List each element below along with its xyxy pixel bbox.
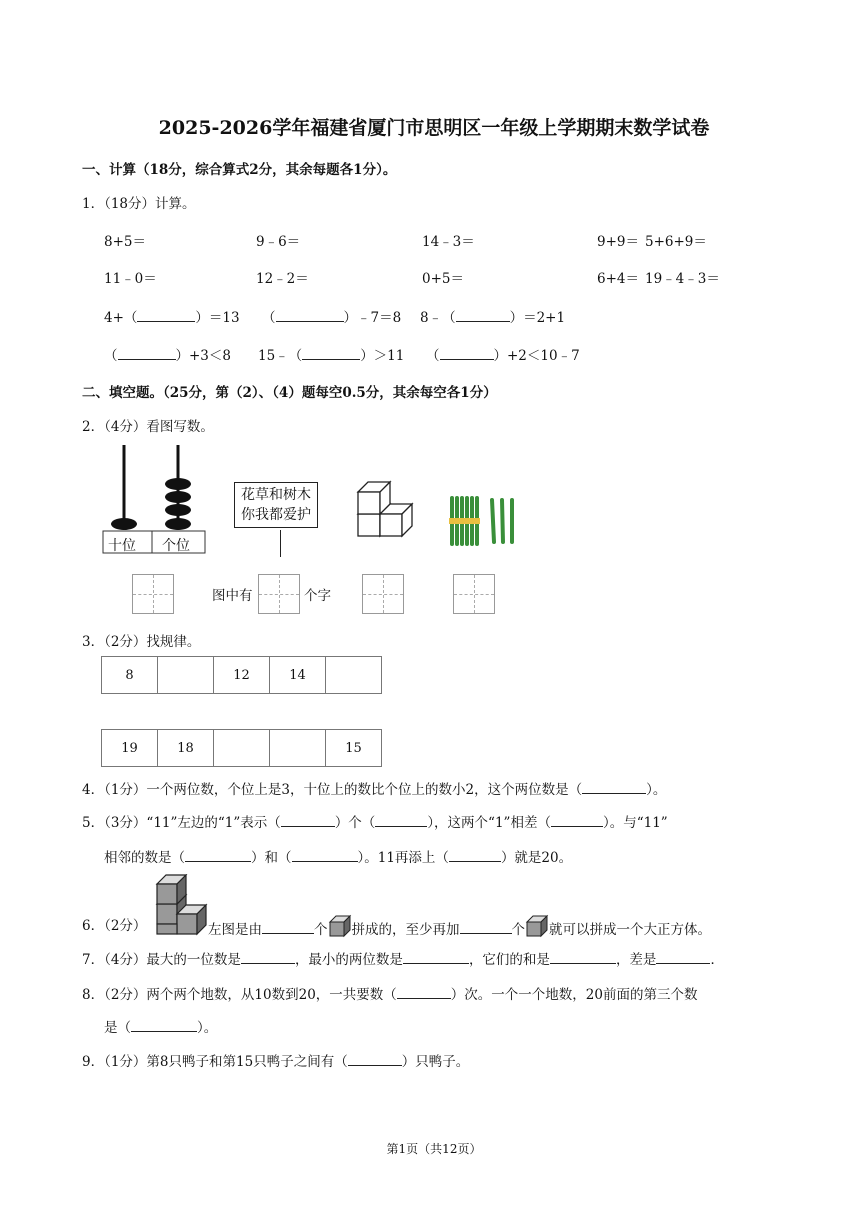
answer-blank[interactable] xyxy=(440,347,494,360)
question-2: 2．（4分）看图写数。 xyxy=(82,419,214,435)
question-8-line2: 是（ ）。 xyxy=(104,1020,218,1036)
answer-blank[interactable] xyxy=(137,309,195,322)
answer-blank[interactable] xyxy=(551,814,603,827)
calc-fill-item: （ ）﹣7＝8 xyxy=(262,310,402,326)
question-7: 7．（4分）最大的一位数是 ，最小的两位数是 ，它们的和是 ，差是 ． xyxy=(82,952,724,968)
calc-fill-item: 4+（ ）＝13 xyxy=(104,310,240,326)
calc-fill-item: （ ）+2＜10﹣7 xyxy=(426,348,580,364)
calc-fill-item: （ ）+3＜8 xyxy=(104,348,231,364)
answer-blank[interactable] xyxy=(397,986,451,999)
answer-blank[interactable] xyxy=(375,814,427,827)
answer-blank[interactable] xyxy=(276,309,344,322)
pattern-cell: 12 xyxy=(214,657,270,694)
calc-item: 14﹣3＝ xyxy=(422,234,475,250)
question-9: 9．（1分）第8只鸭子和第15只鸭子之间有（ ）只鸭子。 xyxy=(82,1054,470,1070)
abacus-tens-label: 十位 xyxy=(108,538,136,554)
answer-box[interactable] xyxy=(132,574,174,614)
question-3: 3．（2分）找规律。 xyxy=(82,634,201,650)
answer-blank[interactable] xyxy=(348,1053,402,1066)
answer-blank[interactable] xyxy=(656,951,710,964)
answer-blank[interactable] xyxy=(582,781,646,794)
calc-fill-item: 15﹣（ ）＞11 xyxy=(258,348,405,364)
pattern-cell[interactable] xyxy=(158,657,214,694)
section-2-heading: 二、填空题。（25分，第（2）、（4）题每空0.5分，其余每空各1分） xyxy=(82,385,497,401)
answer-blank[interactable] xyxy=(302,347,360,360)
answer-blank[interactable] xyxy=(449,849,501,862)
answer-blank[interactable] xyxy=(460,921,512,934)
pattern-cell: 8 xyxy=(102,657,158,694)
question-5-line1: 5．（3分）“11”左边的“1”表示（ ）个（ ），这两个“1”相差（ ）。与“11” xyxy=(82,815,668,831)
page-title: 2025-2026学年福建省厦门市思明区一年级上学期期末数学试卷 xyxy=(158,117,710,139)
calc-fill-item: 8﹣（ ）＝2+1 xyxy=(420,310,566,326)
small-cube-icon xyxy=(328,914,352,938)
answer-blank[interactable] xyxy=(241,951,295,964)
answer-box[interactable] xyxy=(453,574,495,614)
small-cube-icon xyxy=(525,914,549,938)
pattern-cell[interactable] xyxy=(326,657,382,694)
pattern-table-2 xyxy=(101,729,382,767)
count-figure xyxy=(100,440,530,620)
calc-item: 19﹣4﹣3＝ xyxy=(645,271,720,287)
answer-blank[interactable] xyxy=(292,849,358,862)
pattern-cell[interactable] xyxy=(214,730,270,767)
calc-item: 9+9＝ xyxy=(597,234,639,250)
cube-stack-icon xyxy=(154,874,210,936)
question-5-line2: 相邻的数是（ ）和（ ）。11再添上（ ）就是20。 xyxy=(104,850,573,866)
question-8-line1: 8．（2分）两个两个地数，从10数到20，一共要数（ ）次。一个一个地数，20前面的第三个数 xyxy=(82,987,698,1003)
pattern-table-1 xyxy=(101,656,382,694)
calc-item: 6+4＝ xyxy=(597,271,639,287)
calc-item: 0+5＝ xyxy=(422,271,464,287)
answer-blank[interactable] xyxy=(185,849,251,862)
answer-box[interactable] xyxy=(258,574,300,614)
figure-caption-b: 个字 xyxy=(304,588,331,604)
calc-item: 12﹣2＝ xyxy=(256,271,309,287)
sign-board xyxy=(234,482,318,528)
question-6-label: 6．（2分） xyxy=(82,918,147,934)
pattern-cell: 19 xyxy=(102,730,158,767)
answer-blank[interactable] xyxy=(281,814,335,827)
calc-item: 8+5＝ xyxy=(104,234,146,250)
sign-line: 花草和树木 xyxy=(241,487,311,503)
page-footer: 第1页（共12页） xyxy=(386,1142,482,1156)
answer-blank[interactable] xyxy=(403,951,469,964)
question-1: 1．（18分）计算。 xyxy=(82,196,196,212)
pattern-cell[interactable] xyxy=(270,730,326,767)
abacus-ones-label: 个位 xyxy=(162,538,190,554)
answer-blank[interactable] xyxy=(550,951,616,964)
pattern-cell: 14 xyxy=(270,657,326,694)
section-1-heading: 一、计算（18分，综合算式2分，其余每题各1分）。 xyxy=(82,162,397,178)
answer-box[interactable] xyxy=(362,574,404,614)
answer-blank[interactable] xyxy=(131,1019,197,1032)
figure-caption-a: 图中有 xyxy=(212,588,253,604)
calc-item: 9﹣6＝ xyxy=(256,234,301,250)
answer-blank[interactable] xyxy=(456,309,510,322)
sticks-bundle-icon xyxy=(446,492,526,552)
cubes-icon xyxy=(352,480,427,555)
question-6-text: 左图是由 个 拼成的，至少再加 个 就可以拼成一个大正方体。 xyxy=(208,914,711,938)
sign-post xyxy=(280,530,281,557)
sign-line: 你我都爱护 xyxy=(241,507,311,523)
calc-item: 11﹣0＝ xyxy=(104,271,157,287)
pattern-cell: 18 xyxy=(158,730,214,767)
answer-blank[interactable] xyxy=(118,347,176,360)
question-4: 4．（1分）一个两位数，个位上是3，十位上的数比个位上的数小2，这个两位数是（ ）。 xyxy=(82,782,667,798)
answer-blank[interactable] xyxy=(262,921,314,934)
pattern-cell: 15 xyxy=(326,730,382,767)
calc-item: 5+6+9＝ xyxy=(645,234,707,250)
